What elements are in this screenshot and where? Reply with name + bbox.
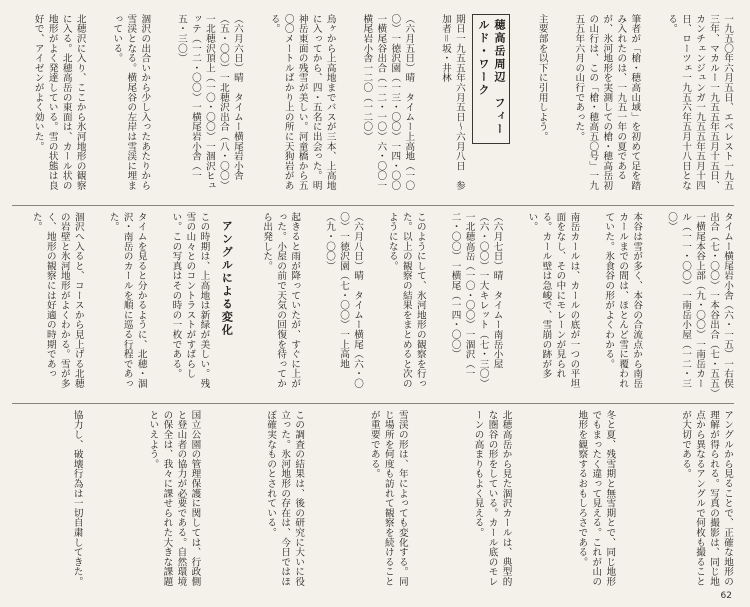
text-column: タイムを見ると分かるように、北穂・涸沢・南岳のカールを順に巡る行程であった。 <box>107 212 147 389</box>
text-column: 国立公園の管理保護に関しては、行政側と登山者の協力が必要である。自然環境の保全は、我々に課せられた大きな課題といえよう。 <box>147 410 201 587</box>
text-column: 涸沢の出合いから少し入ったあたりから雪渓となる。横尾谷の左岸は雪渓に埋まっている。 <box>111 14 151 191</box>
text-column: このようにして、氷河地形の観察を行った。以上の観察の結果をまとめると次のようになる。 <box>386 212 426 389</box>
section-heading-field-work: 穂高岳周辺 フィールド・ワーク <box>472 14 510 144</box>
text-column: 一九五〇年六月五日、エベレスト一九五三年、マカルー一九五五年五月十五日、カンチェンジュンガ一九五五年五月十四日、ローツェ一九五六年五月十八日となる。 <box>666 14 733 191</box>
section-heading-angle-change: アングルによる変化 <box>220 220 234 337</box>
text-column: 主要部を以下に引用しよう。 <box>536 14 548 142</box>
text-column: 起きると雨が降っていたが、すぐに上がった。小屋の前で天気の回復を待ってから出発した。 <box>261 212 301 389</box>
text-column: この調査の結果は、後の研究に大いに役立った。氷河地形の存在は、今日ではほぼ確実なものとされている。 <box>265 410 305 587</box>
text-column: （六月六日）晴 タイムー横尾岩小舎（五・〇〇）一北穂沢出合（八・〇〇）一北穂沢頂上（一〇・〇〇）一涸沢ヒュッテ（一二・〇〇）一横尾岩小舎（一五・三〇） <box>175 14 243 191</box>
text-column: 協力し、破壊行為は一切自粛してきた。 <box>71 410 83 587</box>
text-column: アングルから見ることで、正確な地形の理解が得られる。写真の撮影は、同じ地点から異なるアングルで何枚も撮ることが大切である。 <box>680 410 733 587</box>
text-column: タイムー横尾岩小舎（六・一五）一右俣出合（七・〇〇）一本谷出合（七・五五）一横尾本谷上部（九・〇〇）一南岳カール（一一・〇〇）一南岳小屋（一二・三〇） <box>666 212 733 394</box>
text-column: 南岳カールは、カールの底が一つの平坦面をなし、その中にモレーンが見られる。カール壁は急峻で、雪崩の跡が多い。 <box>526 212 580 389</box>
text-column: 北穂沢に入り、ここから氷河地形の観察に入る。北穂高岳の東面は、カール状の地形がよく発達している。雪の状態は良好で、アイゼンがよく効いた。 <box>32 14 86 191</box>
text-column: 烏ヶから上高地までバスが三本、上高地に入ってから、四・五名に出会った。明神岳東面の残雪が美しい。河童橋から五〇〇メートルばかり上の所に天狗岩がある。 <box>268 14 336 191</box>
text-column: 冬と夏、残雪期と無雪期とで、同じ地形でもまったく違って見える。これが山の地形を観察するおもしろさである。 <box>576 410 616 587</box>
tier-top <box>12 14 734 200</box>
text-column: 期日一九五五年六月五日〜六月八日 参加者＝坂・井林 <box>439 14 465 191</box>
tier-middle <box>12 212 734 398</box>
text-column: この時期は、上高地は新緑が美しい。残雪の山々とのコントラストがすばらしい。この写真はその時の一枚である。 <box>170 212 210 389</box>
text-column: 涸沢へ入ると、コースから見上げる北穂の岩壁と氷河地形がよくわかる。雪が多く、地形の観察には好適の時期であった。 <box>30 212 84 389</box>
page-number: 62 <box>720 591 732 601</box>
text-column: 筆者が「槍・穂高山域」を初めて足を踏み入れたのは、一九五一年の夏であるが、氷河地形を実測しての槍・穂高岳初の山行は、この「槍・穂高五〇号」一九五五年六月の山行であった。 <box>573 14 641 191</box>
text-column: 北穂高岳から見た涸沢カールは、典型的な圏谷の形をしている。カール底のモレーンの高まりもよく見える。 <box>472 410 512 587</box>
tier-divider <box>12 403 734 404</box>
text-column: 雪渓の形は、年によっても変化する。同じ場所を何度も訪れて観察を続けることが重要である。 <box>368 410 408 587</box>
text-column: （六月八日）晴 タイムー横尾（六・〇〇）一徳沢園（七・〇〇）一上高地（九・〇〇） <box>324 212 364 389</box>
tier-divider <box>12 205 734 206</box>
text-column: （六月七日）晴 タイムー南岳小屋（六・〇〇）一大キレット（七・三〇）一北穂高岳（一〇・〇〇）一涸沢（一二・〇〇）一横尾（一四・〇〇） <box>449 212 503 389</box>
text-column: （六月五日）晴 タイムー上高地（一〇〇）一徳沢園（一三・〇〇）一四・〇〇一横尾谷出合（一二・一〇）六・〇〇一横尾岩小舎一二〇（一二〇） <box>361 14 415 191</box>
tier-bottom <box>12 410 734 592</box>
text-column: 本谷は雪が多く、本谷の合流点から南岳カールまでの間は、ほとんど雪に覆われていた。氷食谷の形がよくわかる。 <box>603 212 643 389</box>
